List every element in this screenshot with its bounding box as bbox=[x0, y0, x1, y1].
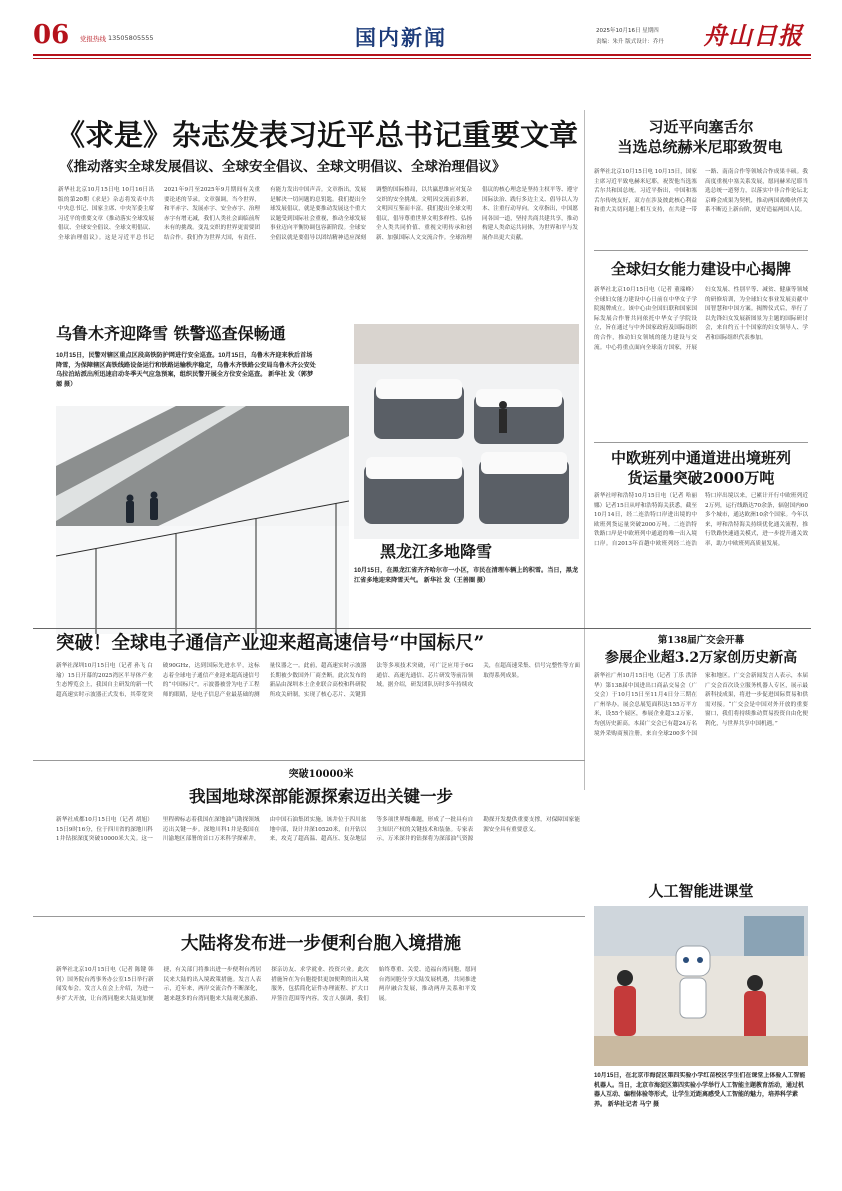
geo-body: 新华社成都10月15日电（记者 胡旭）15日9时16分，位于四川省的深地川科1井钻探深度突破10000米大关。这一里程碑标志着我国在深地油气勘探领域迈出关键一步。深地川科1井是我国在川渝地区部署的首口万米科学探索井，由中国石油集团实施。该井位于四川盆地中部，设计井深10520米，自开钻以来，攻克了超高温、超高压、复杂地层等多项世界级难题，形成了一批具有自主知识产权的关键技术和装备。专家表示，万米深井的钻探将为深部油气资源勘探开发提供重要支撑，对保障国家能源安全具有重要意义。 bbox=[56, 817, 580, 843]
ai-class-caption bbox=[594, 1072, 808, 1156]
lead-headline: 《求是》杂志发表习近平总书记重要文章 bbox=[56, 118, 579, 152]
page-number: 06 bbox=[33, 20, 70, 50]
photo2-headline: 黑龙江多地降雪 bbox=[380, 542, 493, 561]
seychelles-headline-2: 当选总统赫米尼耶致贺电 bbox=[617, 138, 783, 156]
photo1-caption-text: 10月15日，民警对辖区重点区段高铁防护网进行安全巡查。10月15日，乌鲁木齐迎来秋后首场降雪，为保障辖区高铁线路设备运行和铁路运输秩序稳定，乌鲁木齐铁路公安局乌鲁木齐公安处乌拉泊站派出所迅速启动冬季天气应急预案，组织民警开展全方位安全巡查。 bbox=[56, 352, 316, 378]
ai-class-credit: 新华社记者 马宁 摄 bbox=[607, 1101, 660, 1108]
women-headline: 全球妇女能力建设中心揭牌 bbox=[610, 260, 791, 278]
section-divider bbox=[33, 628, 811, 629]
lead-subheadline: 《推动落实全球发展倡议、全球安全倡议、全球文明倡议、全球治理倡议》 bbox=[60, 159, 506, 175]
photo2-caption-text: 10月15日，在黑龙江省齐齐哈尔市一小区，市民在清理车辆上的积雪。当日，黑龙江省多地迎来降雪天气。 bbox=[354, 567, 579, 584]
mainland-body: 新华社北京10月15日电（记者 陈键 韩钊）国务院台湾事务办公室15日举行新闻发布会。发言人在会上介绍，为进一步扩大开放，让台湾同胞来大陆更加便捷，有关部门将推出进一步便利台湾居民来大陆的出入境政策措施。发言人表示，近年来，两岸交流合作不断深化，越来越多的台湾同胞来大陆观光旅游、探亲访友、求学就业、投资兴业。此次措施旨在为台胞提供更加便利的出入境服务，包括简化证件办理流程、扩大口岸签注范围等内容。发言人强调，我们始终尊重、关爱、造福台湾同胞，愿同台湾同胞分享大陆发展机遇，共同推进两岸融合发展，推动两岸关系和平发展。 bbox=[56, 967, 477, 1002]
divider bbox=[594, 250, 808, 251]
geo-headline: 我国地球深部能源探索迈出关键一步 bbox=[189, 787, 453, 806]
masthead-logo: 舟山日报 bbox=[703, 21, 803, 50]
column-divider bbox=[584, 110, 585, 790]
fair-kicker: 第138届广交会开幕 bbox=[657, 635, 745, 646]
hotline-label: 党报热线 bbox=[80, 35, 106, 43]
ai-classroom-photo bbox=[594, 906, 808, 1066]
header-rule-thin bbox=[33, 58, 811, 59]
photo2-credit: 新华社 发（王善圈 摄） bbox=[423, 576, 490, 584]
section-divider bbox=[33, 916, 585, 917]
seychelles-body: 新华社北京10月15日电 10月15日，国家主席习近平致电赫米尼耶，祝贺他当选塞舌尔共和国总统。习近平指出，中国和塞舌尔传统友好，双方在涉及彼此核心利益和重大关切问题上相互支持，在共建一带一路、南南合作等领域合作成果丰硕。我高度重视中塞关系发展，愿同赫米尼耶当选总统一道努力，以落实中非合作论坛北京峰会成果为契机，推动两国战略伙伴关系不断迈上新台阶，更好造福两国人民。 bbox=[594, 169, 808, 214]
staff-line: 责编：朱升 版式设计：乔丹 bbox=[596, 39, 664, 45]
telecom-body: 新华社深圳10月15日电（记者 孙飞 白瑜）15日开幕的2025湾区半导体产业生态博览会上，我国自主研发的新一代超高速实时示波器正式发布，其带宽突破90GHz，达到国际先进水平，这标志着全球电子通信产业迎来超高速信号的“中国标尺”。示波器被誉为电子工程师的眼睛，是电子信息产业最基础的测量仪器之一。此前，超高速实时示波器长期被少数国外厂商垄断。此次发布的新品由深圳本土企业联合高校和科研院所攻关研制，实现了核心芯片、关键算法等多项技术突破，可广泛应用于6G通信、高速光通信、芯片研发等前沿领域。据介绍，研发团队历时多年持续攻关，在超高速采集、信号完整性等方面取得系列成果。 bbox=[56, 663, 580, 698]
freight-body: 新华社呼和浩特10月15日电（记者 哈丽娜）记者15日从呼和浩特海关获悉，截至10月14日，经二连浩特口岸进出境的中欧班列货运量突破2000万吨。二连浩特铁路口岸是中欧班列中通道的唯一出入境口岸。自2013年首趟中欧班列经二连浩特口岸出境以来，已累计开行中欧班列近2万列，运行线路达70余条，辐射国内60多个城市，通达欧洲10余个国家。今年以来，呼和浩特海关持续优化通关流程，推行铁路快速通关模式，进一步提升通关效率，助力中欧班列高质量发展。 bbox=[594, 493, 808, 547]
photo1-caption bbox=[56, 351, 316, 405]
freight-headline-1: 中欧班列中通道进出境班列 bbox=[610, 449, 791, 467]
fair-headline: 参展企业超3.2万家创历史新高 bbox=[604, 650, 798, 666]
snowy-cars-illustration bbox=[354, 324, 579, 539]
freight-headline-2: 货运量突破2000万吨 bbox=[627, 469, 775, 487]
heilongjiang-snow-photo bbox=[354, 324, 579, 539]
photo2-caption bbox=[354, 566, 579, 606]
section-divider bbox=[33, 760, 585, 761]
photo1-credit: 新华社 发（郭梦嫄 摄） bbox=[56, 371, 314, 388]
robot-classroom-illustration bbox=[594, 906, 808, 1066]
ai-class-caption-text: 10月15日，在北京市海淀区第四实验小学红苗校区学生们在课堂上体验人工智能机器人。当日，北京市海淀区第四实验小学举行人工智能主题教育活动，通过机器人互动、编程体验等形式，让学生近距离感受人工智能的魅力，培养科学素养。 bbox=[594, 1073, 806, 1108]
lead-body: 新华社北京10月15日电 10月16日出版的第20期《求是》杂志将发表中共中央总书记、国家主席、中央军委主席习近平的重要文章《推动落实全球发展倡议、全球安全倡议、全球文明倡议、全球治理倡议》。这是习近平总书记2021年9月至2025年9月期间有关重要论述的节录。文章强调，当今世界，和平赤字、发展赤字、安全赤字、治理赤字有增无减，我们人类社会面临前所未有的挑战。变乱交织的世界更需要团结合作。我们作为世界大国，有责任、有能力发出中国声音。文章指出，发展是解决一切问题的总钥匙。我们提出全球发展倡议，就是要推动发展这个重大议题受到国际社会重视，推动全球发展事业迈向平衡协调包容新阶段。全球安全倡议就是要倡导以团结精神适应深刻调整的国际格局，以共赢思维应对复杂交织的安全挑战。文明因交流而多彩，文明因互鉴而丰富。我们提出全球文明倡议，倡导尊重世界文明多样性、弘扬全人类共同价值、重视文明传承和创新、加强国际人文交流合作。全球治理倡议的核心理念是坚持主权平等、遵守国际法治、践行多边主义、倡导以人为本、注重行动导向。文章指出，中国愿同各国一道，坚持共商共建共享，推动构建人类命运共同体，为世界和平与发展作出更大贡献。 bbox=[58, 187, 578, 241]
photo1-headline: 乌鲁木齐迎降雪 铁警巡查保畅通 bbox=[56, 324, 286, 343]
issue-date: 2025年10月16日 星期四 bbox=[596, 28, 659, 34]
seychelles-headline-1: 习近平向塞舌尔 bbox=[648, 118, 754, 136]
ai-class-headline: 人工智能进课堂 bbox=[648, 882, 754, 900]
urumqi-snow-photo bbox=[56, 406, 349, 634]
women-body: 新华社北京10月15日电（记者 董瑞峰）全球妇女能力建设中心日前在中华女子学院揭牌成立。该中心由全国妇联和国家国际发展合作署共同依托中华女子学院设立，旨在通过与中外国家政府及国际组织的合作，推动妇女领域的能力建设与交流。中心将重点面向全球南方国家，开展妇女发展、性别平等、减贫、健康等领域的研修培训，为全球妇女事业发展贡献中国智慧和中国方案。揭牌仪式后，举行了以先锋妇女发展新图景为主题的国际研讨会，来自约五十个国家的妇女领导人、学者和国际组织代表参加。 bbox=[594, 287, 808, 351]
geo-kicker: 突破10000米 bbox=[288, 769, 354, 780]
section-title: 国内新闻 bbox=[355, 25, 447, 50]
divider bbox=[594, 442, 808, 443]
mainland-headline: 大陆将发布进一步便利台胞入境措施 bbox=[181, 934, 461, 954]
fair-body: 新华社广州10月15日电（记者 丁乐 洪泽华）第138届中国进出口商品交易会（广交会）于10月15日至11月4日分三期在广州举办。展会总展览面积达155万平方米，设55个展区，参展企业超3.2万家，均创历史新高。本届广交会已有超24万名境外采购商预注册，来自全球200多个国家和地区。广交会新闻发言人表示，本届广交会首次设立服务机器人专区，展示最新科技成果，将进一步促进国际贸易和供需对接。“广交会是中国对外开放的重要窗口，我们将持续推动贸易投资自由化便利化，与世界共享中国机遇。” bbox=[594, 673, 808, 737]
telecom-headline: 突破！全球电子通信产业迎来超高速信号“中国标尺” bbox=[56, 633, 485, 654]
header-rule bbox=[33, 54, 811, 56]
snow-scene-illustration bbox=[56, 406, 349, 634]
hotline-number: 13505805555 bbox=[108, 34, 154, 42]
